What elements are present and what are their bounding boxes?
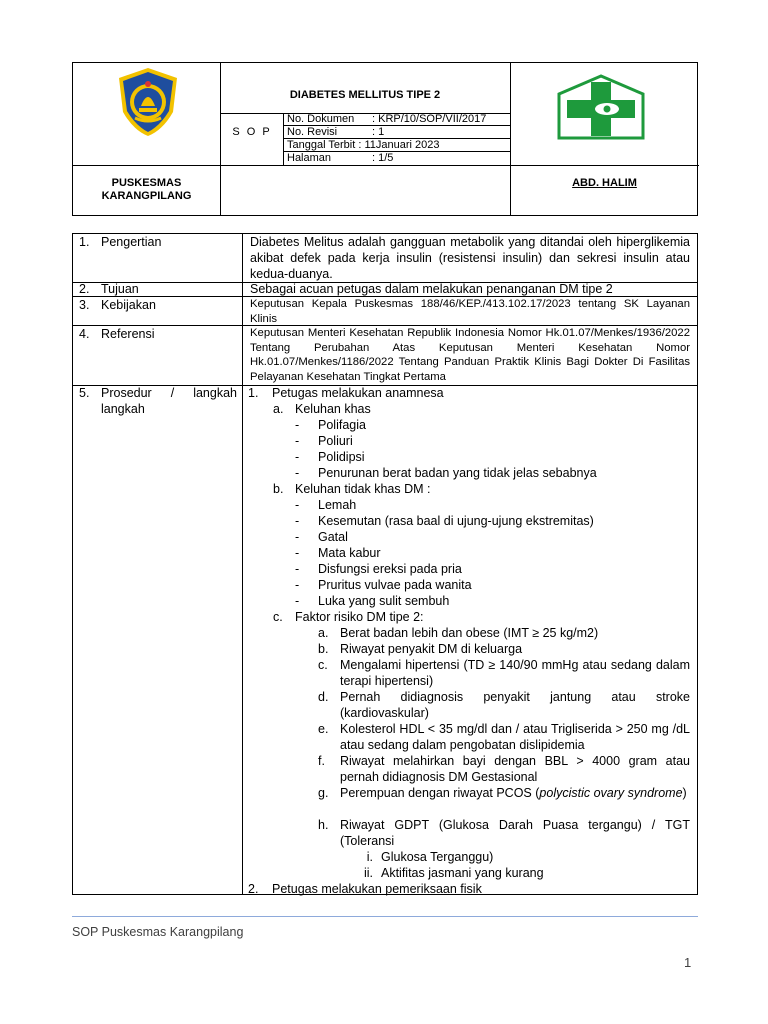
list-item — [295, 465, 597, 481]
org-line: KARANGPILANG — [101, 190, 192, 202]
header-divider — [510, 63, 511, 215]
organization-name — [73, 177, 220, 203]
section-title: Prosedur / langkah — [101, 386, 237, 400]
sop-content-table — [72, 233, 698, 895]
section-text: Keputusan Kepala Puskesmas 188/46/KEP./413.102.17/2023 tentang SK Layanan Klinis — [250, 298, 690, 325]
list-text: Riwayat penyakit DM di keluarga — [340, 642, 523, 656]
list-item — [295, 513, 594, 529]
section-label — [79, 234, 161, 250]
list-item — [295, 545, 381, 561]
dash-marker: - — [295, 514, 300, 528]
risk-factor-item — [318, 689, 690, 721]
list-item — [273, 401, 371, 417]
column-divider — [242, 234, 243, 894]
meta-label: No. Revisi — [287, 126, 338, 138]
page-number: 1 — [684, 955, 692, 970]
meta-value: : 1 — [372, 126, 385, 138]
section-title: Referensi — [101, 327, 155, 341]
list-marker: ii. — [363, 866, 373, 880]
list-item — [295, 529, 348, 545]
list-text — [340, 785, 690, 801]
list-item — [273, 481, 431, 497]
meta-label: Tanggal Terbit — [287, 139, 356, 151]
section-label — [79, 297, 156, 313]
list-text: Lemah — [318, 498, 357, 512]
section-label — [79, 385, 237, 417]
sop-header-table — [72, 62, 698, 216]
header-divider — [220, 165, 221, 215]
list-text: Faktor risiko DM tipe 2: — [295, 610, 424, 624]
step-number: 2. — [248, 882, 259, 896]
puskesmas-green-cross-icon — [555, 74, 647, 140]
step-number: 1. — [248, 386, 259, 400]
list-text: Polidipsi — [318, 450, 365, 464]
list-text: Poliuri — [318, 434, 353, 448]
document-meta — [283, 113, 510, 165]
list-text: Berat badan lebih dan obese (IMT ≥ 25 kg/m2) — [340, 626, 599, 640]
section-number: 5. — [79, 386, 90, 400]
dash-marker: - — [295, 498, 300, 512]
section-title: Kebijakan — [101, 298, 156, 312]
list-item — [295, 497, 356, 513]
section-text: Keputusan Menteri Kesehatan Republik Indonesia Nomor Hk.01.07/Menkes/1936/2022 Tentang Perubahan Atas Keputusan Menteri Kesehatan Nomor Hk.01.07/Menkes/1186/2022 Tentang Panduan Praktik Klinis Bagi Dokter Di Fasilitas Pelayanan Kesehatan Tingkat Pertama — [250, 327, 690, 383]
list-text: Polifagia — [318, 418, 366, 432]
risk-subitem — [359, 849, 493, 865]
section-label — [79, 326, 155, 342]
list-marker: b. — [318, 642, 329, 656]
list-item — [295, 417, 366, 433]
risk-factor-item — [318, 625, 598, 641]
dash-marker: - — [295, 546, 300, 560]
sop-label: S O P — [232, 126, 272, 138]
meta-value: : 1/5 — [372, 152, 394, 164]
section-title-continued: langkah — [101, 402, 145, 416]
list-item — [295, 433, 353, 449]
list-item — [295, 593, 449, 609]
risk-factor-item — [318, 641, 522, 657]
section-number: 3. — [79, 298, 90, 312]
dash-marker: - — [295, 418, 300, 432]
list-marker: e. — [318, 722, 329, 736]
procedure-step — [248, 385, 444, 401]
list-marker: i. — [366, 850, 373, 864]
list-text-italic: polycistic ovary syndrome — [539, 786, 683, 800]
list-text: Pernah didiagnosis penyakit jantung atau stroke (kardiovaskular) — [340, 690, 690, 720]
list-item — [295, 577, 472, 593]
risk-factor-item — [318, 657, 690, 689]
list-text: Riwayat GDPT (Glukosa Darah Puasa tergangu) / TGT (Toleransi — [340, 818, 690, 848]
list-text: Mata kabur — [318, 546, 381, 560]
dash-marker: - — [295, 450, 300, 464]
list-text: Penurunan berat badan yang tidak jelas sebabnya — [318, 466, 597, 480]
list-item — [273, 609, 424, 625]
meta-row — [283, 152, 510, 165]
list-text: Gatal — [318, 530, 348, 544]
dash-marker: - — [295, 594, 300, 608]
list-text: Keluhan tidak khas DM : — [295, 482, 431, 496]
list-marker: c. — [318, 658, 328, 672]
list-text-part: Perempuan dengan riwayat PCOS ( — [340, 786, 540, 800]
list-marker: d. — [318, 690, 329, 704]
step-text: Petugas melakukan pemeriksaan fisik — [272, 882, 482, 896]
list-text: Aktifitas jasmani yang kurang — [381, 866, 544, 880]
list-marker: h. — [318, 818, 329, 832]
list-marker: a. — [318, 626, 329, 640]
section-title: Pengertian — [101, 235, 162, 249]
footer-divider — [72, 916, 698, 917]
header-divider — [73, 165, 699, 166]
dash-marker: - — [295, 578, 300, 592]
risk-subitem — [359, 865, 544, 881]
list-text: Kesemutan (rasa baal di ujung-ujung ekstremitas) — [318, 514, 594, 528]
section-number: 1. — [79, 235, 90, 249]
dash-marker: - — [295, 466, 300, 480]
dash-marker: - — [295, 530, 300, 544]
section-text: Sebagai acuan petugas dalam melakukan penanganan DM tipe 2 — [250, 282, 613, 296]
risk-factor-item — [318, 753, 690, 785]
org-line: PUSKESMAS — [111, 177, 182, 189]
footer-text: SOP Puskesmas Karangpilang — [72, 925, 244, 939]
list-text: Luka yang sulit sembuh — [318, 594, 450, 608]
list-marker: b. — [273, 482, 284, 496]
section-label — [79, 281, 139, 297]
section-number: 4. — [79, 327, 90, 341]
meta-label: No. Dokumen — [287, 113, 355, 125]
meta-value: : KRP/10/SOP/VII/2017 — [372, 113, 487, 125]
meta-row — [283, 139, 510, 152]
list-text: Keluhan khas — [295, 402, 371, 416]
list-marker: g. — [318, 786, 329, 800]
section-number: 2. — [79, 282, 90, 296]
section-text: Diabetes Melitus adalah gangguan metabolik yang ditandai oleh hiperglikemia akibat defek pada kerja insulin (resistensi insulin) dan sekresi insulin atau kedua-duanya. — [250, 235, 690, 281]
list-marker: c. — [273, 610, 283, 624]
step-text: Petugas melakukan anamnesa — [272, 386, 444, 400]
list-marker: f. — [318, 754, 325, 768]
meta-row — [283, 113, 510, 126]
risk-factor-item — [318, 721, 690, 753]
regional-government-emblem-icon — [113, 66, 183, 138]
procedure-step — [248, 881, 482, 897]
meta-label: Halaman — [287, 152, 332, 164]
list-text: Riwayat melahirkan bayi dengan BBL > 4000 gram atau pernah didiagnosis DM Gestasional — [340, 754, 690, 784]
risk-factor-item — [318, 785, 690, 801]
list-item — [295, 561, 462, 577]
list-text: Disfungsi ereksi pada pria — [318, 562, 462, 576]
meta-row — [283, 126, 510, 139]
list-text: Glukosa Terganggu) — [381, 850, 494, 864]
section-title: Tujuan — [101, 282, 139, 296]
list-item — [295, 449, 365, 465]
dash-marker: - — [295, 562, 300, 576]
signatory-name: ABD. HALIM — [572, 177, 637, 189]
risk-factor-item — [318, 817, 690, 849]
list-text-part: ) — [682, 786, 687, 800]
section-label-line — [79, 385, 237, 401]
list-text: Pruritus vulvae pada wanita — [318, 578, 472, 592]
document-title: DIABETES MELLITUS TIPE 2 — [289, 89, 441, 101]
meta-value: : 11Januari 2023 — [358, 139, 440, 151]
list-marker: a. — [273, 402, 284, 416]
dash-marker: - — [295, 434, 300, 448]
list-text: Mengalami hipertensi (TD ≥ 140/90 mmHg atau sedang dalam terapi hipertensi) — [340, 658, 690, 688]
list-text: Kolesterol HDL < 35 mg/dl dan / atau Trigliserida > 250 mg /dL atau sedang dalam pengobatan dislipidemia — [340, 722, 690, 752]
